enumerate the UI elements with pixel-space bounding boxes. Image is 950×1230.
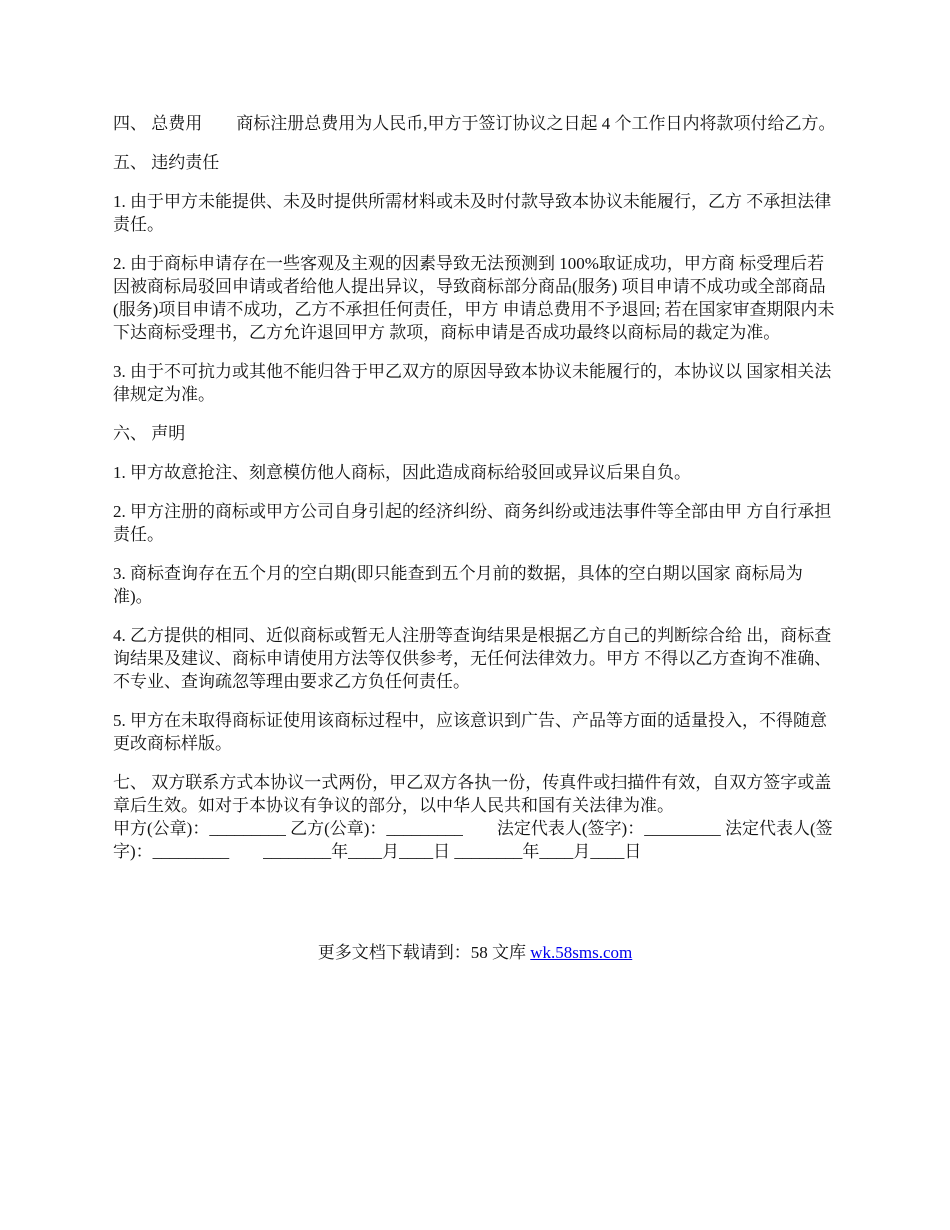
document-body xyxy=(113,112,838,863)
signature-block: 甲方(公章)：_________ 乙方(公章)：_________ 法定代表人(签字)：_________ 法定代表人(签字)：_________ ________年____月____日 ________年____月____日 xyxy=(113,819,833,861)
statement-clause-4: 4. 乙方提供的相同、近似商标或暂无人注册等查询结果是根据乙方自己的判断综合给 出，商标查询结果及建议、商标申请使用方法等仅供参考，无任何法律效力。甲方 不得以乙方查询不准确、不专业、查询疏忽等理由要求乙方负任何责任。 xyxy=(113,626,832,691)
statement-clause-5: 5. 甲方在未取得商标证使用该商标过程中，应该意识到广告、产品等方面的适量投入，不得随意更改商标样版。 xyxy=(113,711,827,753)
download-footer xyxy=(0,941,950,964)
section-total-fee: 四、 总费用 商标注册总费用为人民币,甲方于签订协议之日起 4 个工作日内将款项付给乙方。 xyxy=(113,114,836,133)
statement-clause-3: 3. 商标查询存在五个月的空白期(即只能查到五个月前的数据，具体的空白期以国家 商标局为准)。 xyxy=(113,564,803,606)
footer-text: 更多文档下载请到：58 文库 xyxy=(317,943,531,962)
breach-clause-2: 2. 由于商标申请存在一些客观及主观的因素导致无法预测到 100%取证成功，甲方商 标受理后若因被商标局驳回申请或者给他人提出异议，导致商标部分商品(服务) 项目申请不成功或全部商品(服务)项目申请不成功，乙方不承担任何责任，甲方 申请总费用不予退回; 若在国家审查期限内未下达商标受理书，乙方允许退回甲方 款项，商标申请是否成功最终以商标局的裁定为准。 xyxy=(113,254,835,342)
footer-link[interactable]: wk.58sms.com xyxy=(530,943,633,962)
section-heading-breach: 五、 违约责任 xyxy=(113,153,220,172)
section-heading-statement: 六、 声明 xyxy=(113,424,186,443)
breach-clause-1: 1. 由于甲方未能提供、未及时提供所需材料或未及时付款导致本协议未能履行，乙方 不承担法律责任。 xyxy=(113,192,832,234)
breach-clause-3: 3. 由于不可抗力或其他不能归咎于甲乙双方的原因导致本协议未能履行的，本协议以 国家相关法律规定为准。 xyxy=(113,362,832,404)
statement-clause-1: 1. 甲方故意抢注、刻意模仿他人商标，因此造成商标给驳回或异议后果自负。 xyxy=(113,463,691,482)
statement-clause-2: 2. 甲方注册的商标或甲方公司自身引起的经济纠纷、商务纠纷或违法事件等全部由甲 方自行承担责任。 xyxy=(113,502,832,544)
section-contact: 七、 双方联系方式本协议一式两份，甲乙双方各执一份，传真件或扫描件有效，自双方签字或盖章后生效。如对于本协议有争议的部分，以中华人民共和国有关法律为准。 xyxy=(113,773,832,815)
